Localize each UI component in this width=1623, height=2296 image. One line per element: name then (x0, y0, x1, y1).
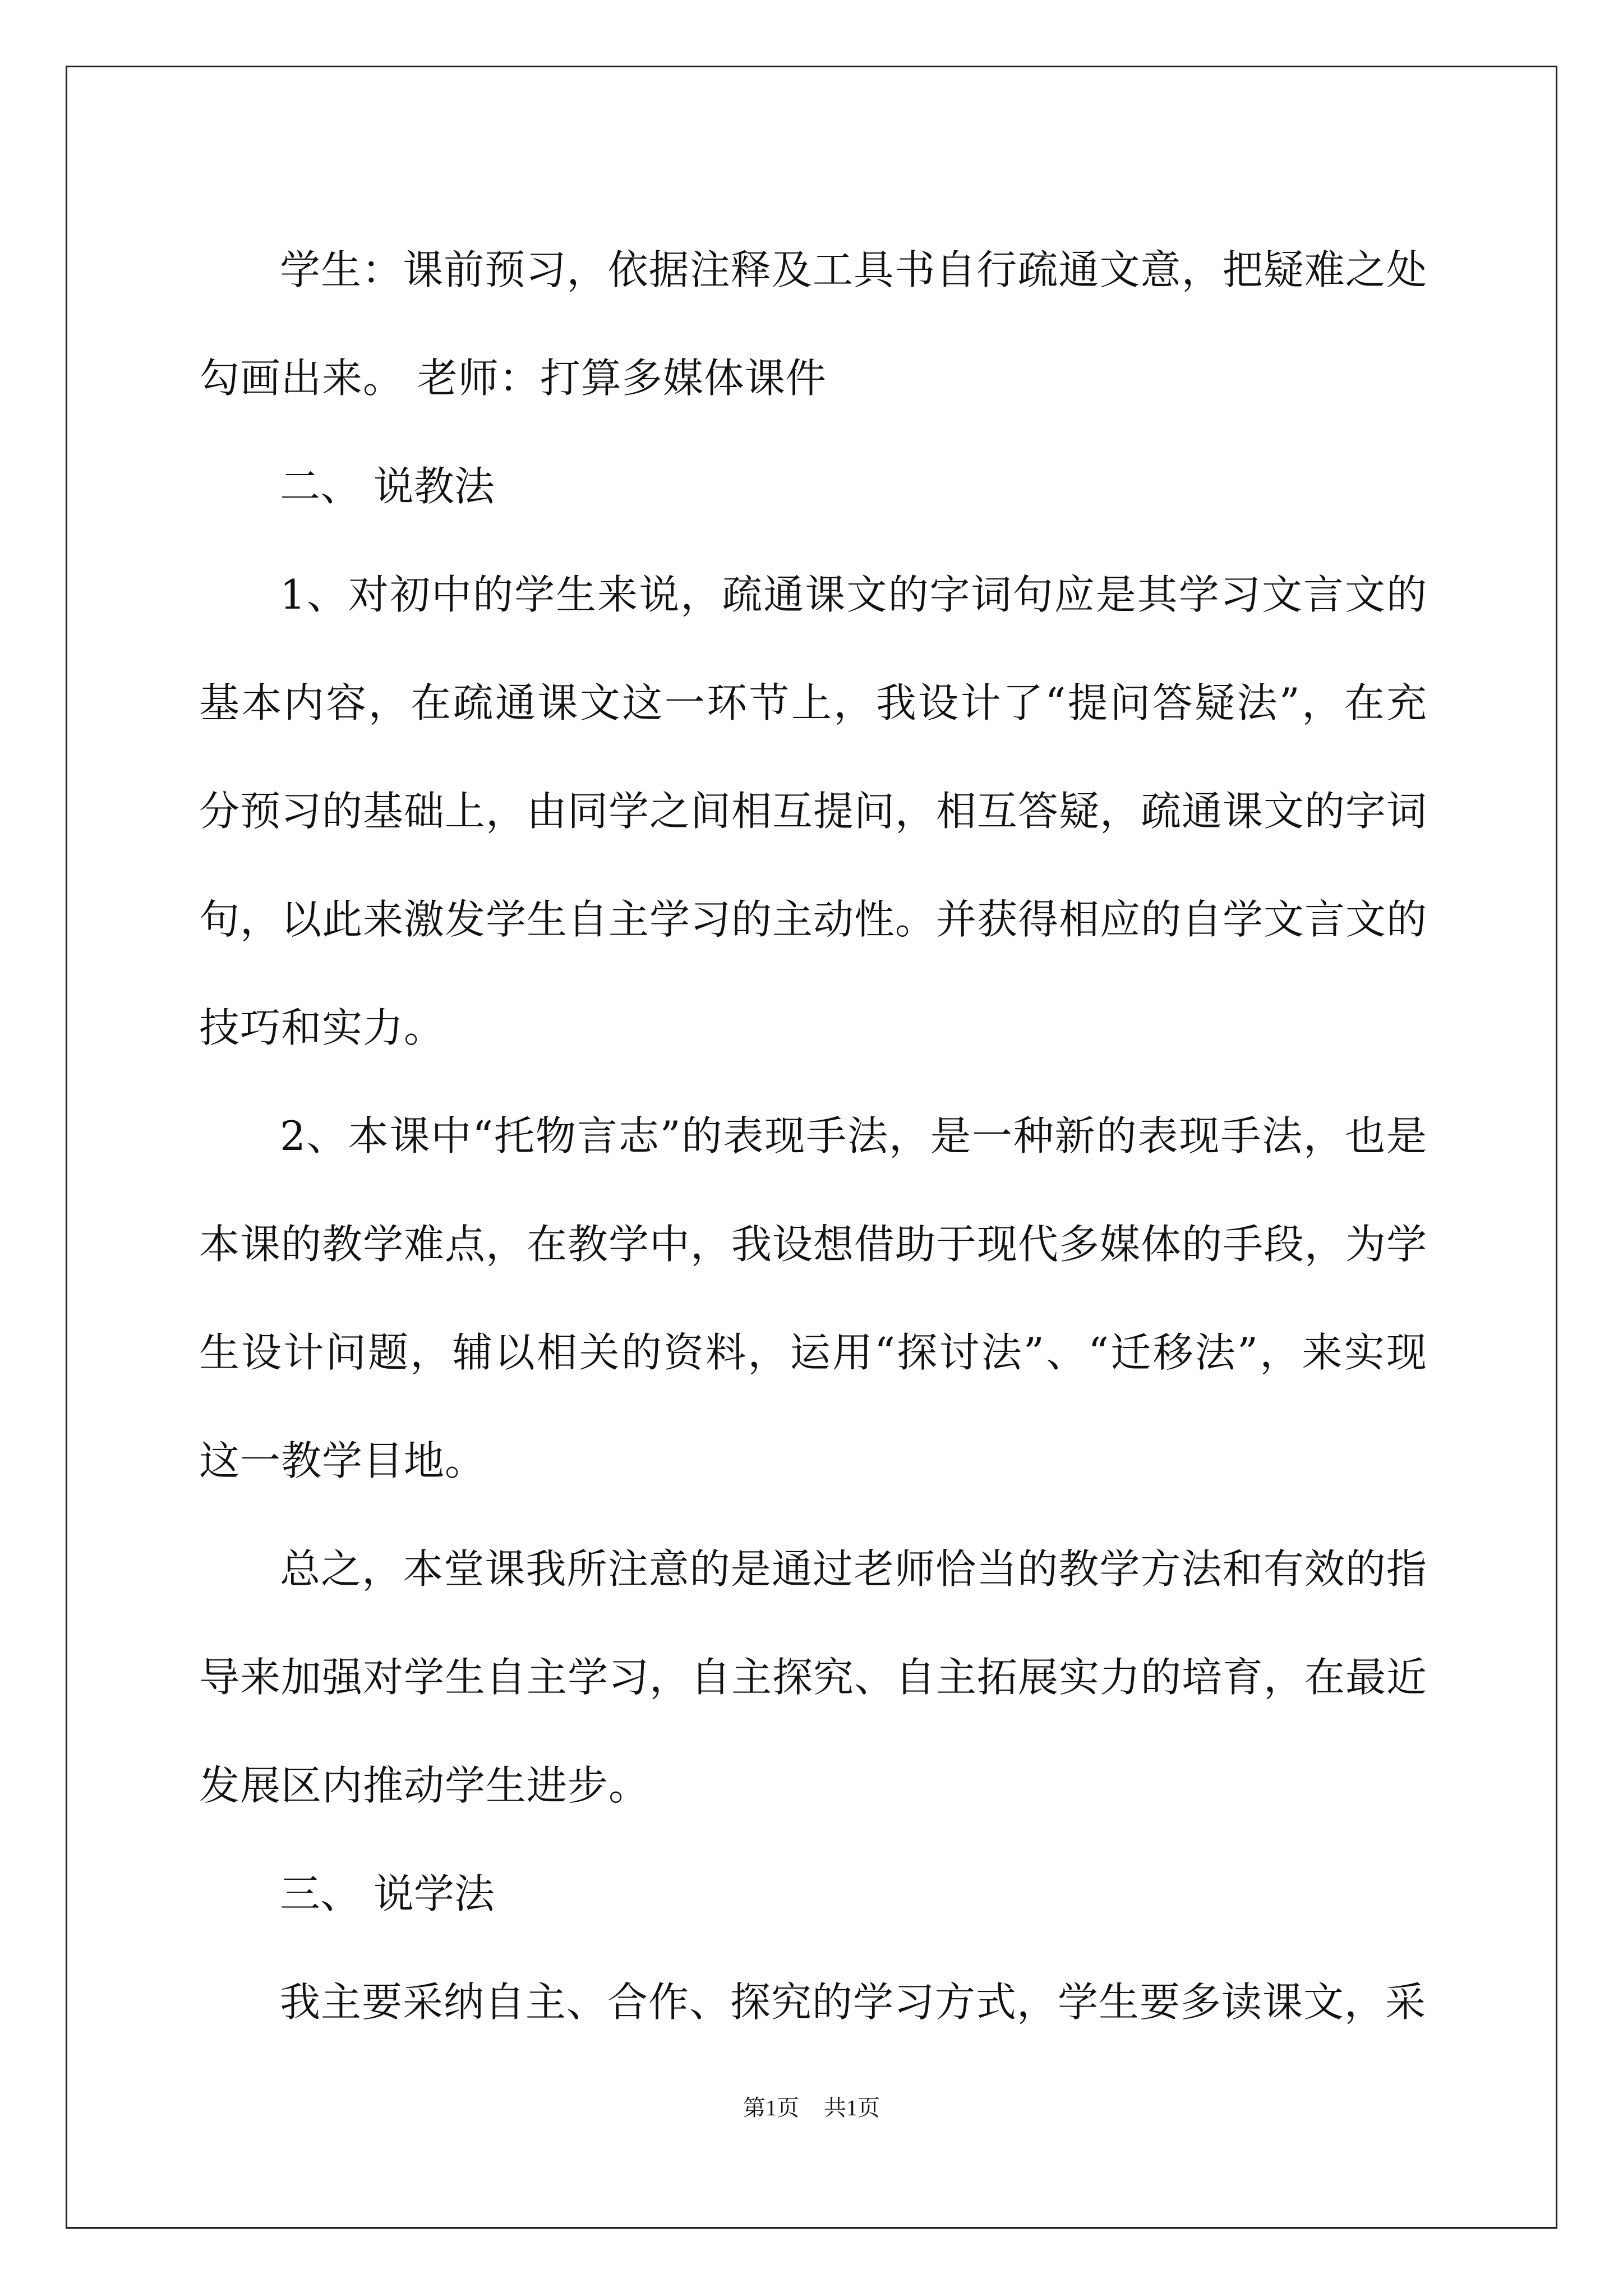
paragraph-teaching-method-1: 1、对初中的学生来说，疏通课文的字词句应是其学习文言文的基本内容，在疏通课文这一环节上，我设计了“提问答疑法”，在充分预习的基础上，由同学之间相互提问，相互答疑，疏通课文的字词句，以此来激发学生自主学习的主动性。并获得相应的自学文言文的技巧和实力。 (199, 571, 1428, 1051)
paragraph-preparation: 学生：课前预习，依据注释及工具书自行疏通文意，把疑难之处勾画出来。 老师：打算多媒体课件 (199, 246, 1427, 402)
page-footer (0, 2091, 1623, 2125)
section-heading-teaching-method: 二、 说教法 (280, 463, 495, 510)
paragraph-teaching-method-2: 2、本课中“托物言志”的表现手法，是一种新的表现手法，也是本课的教学难点，在教学中，我设想借助于现代多媒体的手段，为学生设计问题，辅以相关的资料，运用“探讨法”、“迁移法”，来实现这一教学目地。 (199, 1112, 1428, 1484)
page-number: 第1页 (743, 2095, 799, 2120)
section-heading-learning-method: 三、 说学法 (280, 1870, 495, 1917)
paragraph-learning-method: 我主要采纳自主、合作、探究的学习方式，学生要多读课文，采 (280, 1978, 1427, 2026)
document-body (199, 216, 1427, 2056)
paragraph-summary: 总之，本堂课我所注意的是通过老师恰当的教学方法和有效的指导来加强对学生自主学习，自主探究、自主拓展实力的培育，在最近发展区内推动学生进步。 (199, 1545, 1428, 1809)
page-total: 共1页 (824, 2095, 880, 2120)
